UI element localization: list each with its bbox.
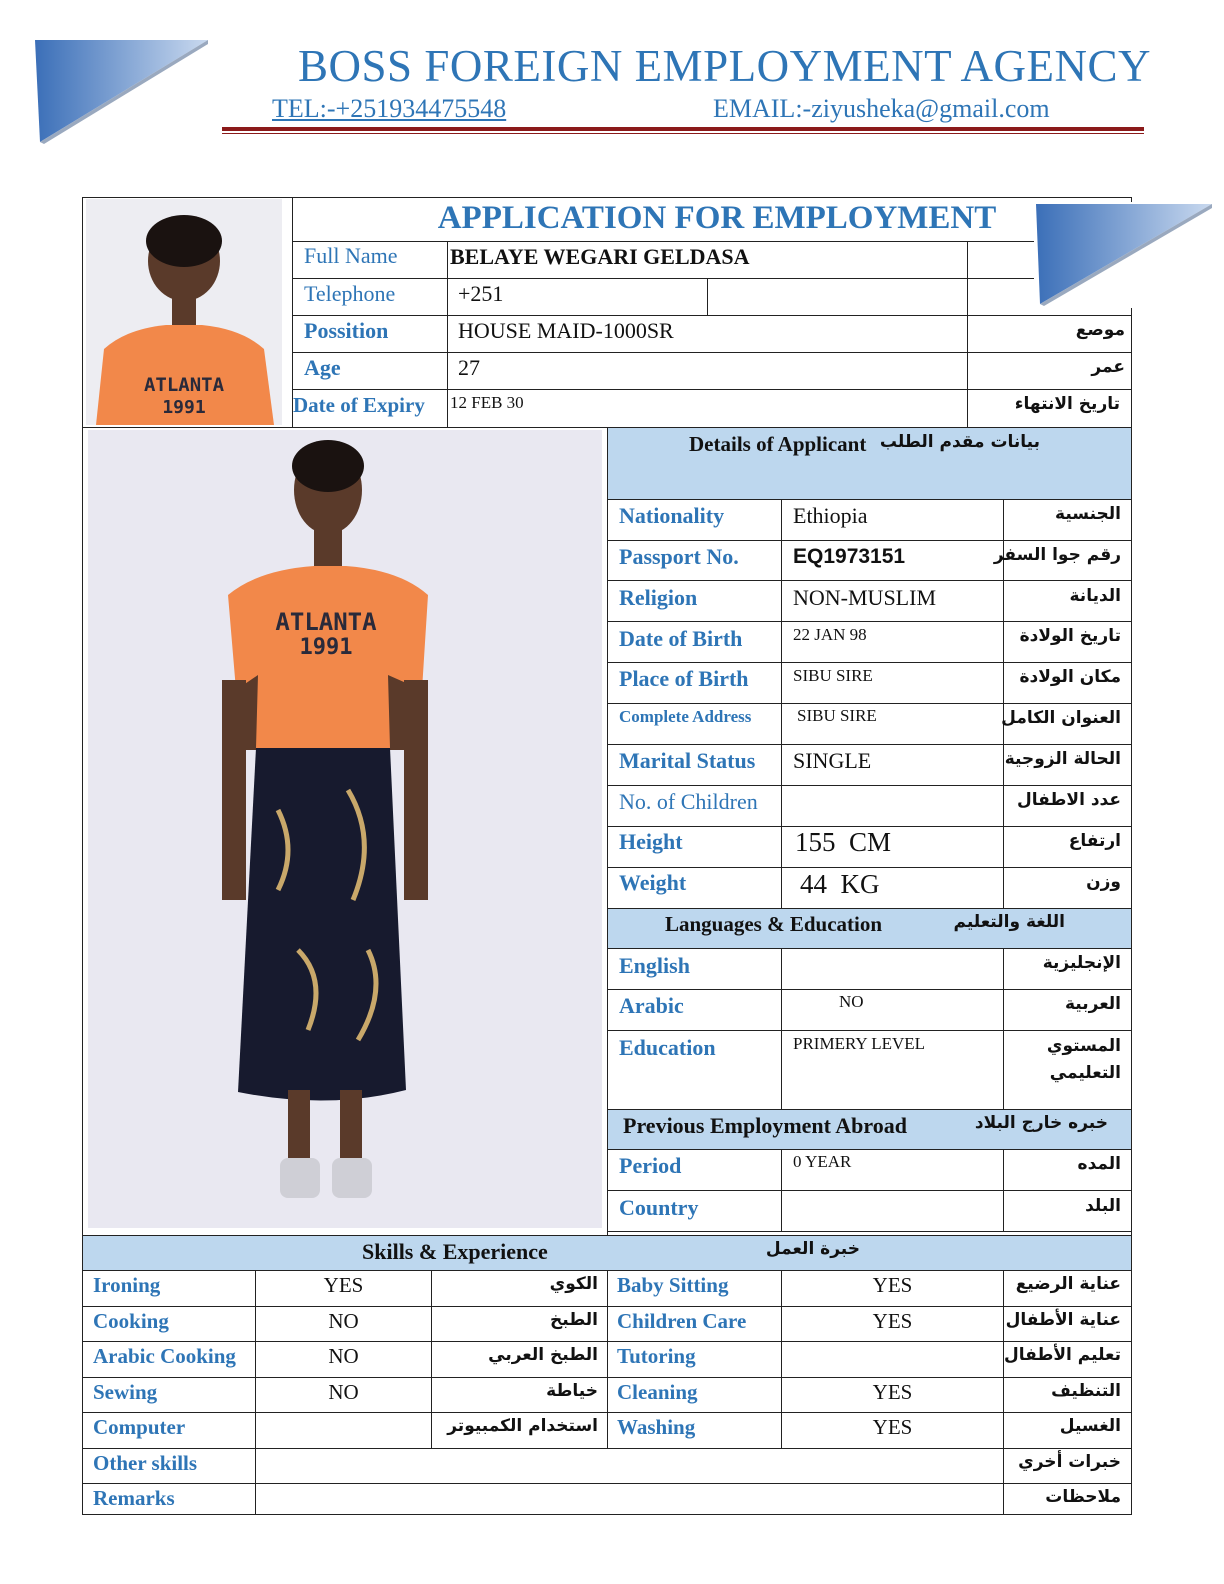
telephone-link[interactable]: TEL:-+251934475548 — [272, 94, 507, 123]
header-divider — [222, 127, 1144, 131]
svg-text:ATLANTA: ATLANTA — [275, 608, 377, 636]
label-marital-status: Marital Status — [619, 748, 756, 773]
label-age: Age — [304, 355, 341, 380]
svg-text:1991: 1991 — [299, 635, 353, 660]
skill-label-children-care: Children Care — [617, 1309, 747, 1333]
arabic-age: عمر — [1091, 357, 1125, 377]
value-age: 27 — [458, 355, 480, 380]
value-full-name: BELAYE WEGARI GELDASA — [450, 244, 750, 269]
full-body-photo — [88, 430, 602, 1228]
label-weight: Weight — [619, 870, 687, 895]
arabic-english: الإنجليزية — [1042, 953, 1121, 973]
skill-value-cleaning: YES — [872, 1380, 913, 1404]
skill-value-baby-sitting: YES — [872, 1273, 913, 1297]
skill-arabic-ironing: الكوي — [549, 1274, 598, 1294]
skill-label-sewing: Sewing — [93, 1380, 158, 1404]
skill-label-cooking: Cooking — [93, 1309, 169, 1333]
label-country: Country — [619, 1195, 699, 1220]
arabic-no-of-children: عدد الاطفال — [1017, 790, 1121, 810]
arabic-religion: الديانة — [1069, 586, 1121, 606]
skill-label-arabic-cooking: Arabic Cooking — [93, 1344, 236, 1368]
skill-label-tutoring: Tutoring — [617, 1344, 696, 1368]
value-telephone: +251 — [458, 281, 504, 306]
corner-logo-right — [1034, 202, 1214, 308]
arabic-date-of-expiry: تاريخ الانتهاء — [1014, 394, 1120, 414]
label-place-of-birth: Place of Birth — [619, 666, 749, 691]
value-passport-no: EQ1973151 — [793, 545, 906, 568]
skill-arabic-cleaning: التنظيف — [1051, 1381, 1121, 1401]
value-weight: 44 KG — [800, 869, 880, 899]
label-no-of-children: No. of Children — [619, 789, 758, 814]
skill-arabic-cooking: الطبخ — [550, 1310, 598, 1330]
skill-value-ironing: YES — [323, 1273, 364, 1297]
value-height: 155 CM — [795, 827, 892, 857]
details-heading-band — [608, 428, 1131, 499]
skill-label-ironing: Ironing — [93, 1273, 161, 1297]
passport-photo — [86, 199, 282, 425]
label-nationality: Nationality — [619, 503, 725, 528]
label-position: Possition — [304, 318, 389, 343]
skill-label-computer: Computer — [93, 1415, 186, 1439]
label-full-name: Full Name — [304, 243, 398, 268]
remarks-label: Remarks — [93, 1486, 175, 1510]
form-title: APPLICATION FOR EMPLOYMENT — [437, 200, 997, 236]
corner-logo — [30, 38, 210, 148]
arabic-education-line2: التعليمي — [1049, 1063, 1121, 1083]
value-nationality: Ethiopia — [793, 503, 868, 528]
svg-text:1991: 1991 — [162, 397, 206, 418]
agency-name: BOSS FOREIGN EMPLOYMENT AGENCY — [298, 41, 1152, 91]
details-heading: Details of Applicant — [689, 432, 867, 456]
label-english: English — [619, 953, 690, 978]
arabic-country: البلد — [1085, 1196, 1121, 1216]
skill-arabic-tutoring: تعليم الأطفال — [1004, 1345, 1121, 1365]
label-education: Education — [619, 1035, 716, 1060]
arabic-position: موصع — [1075, 320, 1125, 340]
value-period: 0 YEAR — [793, 1152, 852, 1171]
arabic-weight: وزن — [1086, 872, 1121, 892]
skills-heading-band — [83, 1236, 1131, 1270]
arabic-marital-status: الحالة الزوجية — [1004, 749, 1121, 769]
previous-heading-arabic: خبره خارج البلاد — [974, 1113, 1108, 1133]
skill-arabic-children-care: عناية الأطفال — [1005, 1310, 1121, 1330]
skills-heading-arabic: خبرة العمل — [765, 1239, 860, 1259]
label-period: Period — [619, 1153, 682, 1178]
arabic-place-of-birth: مكان الولادة — [1019, 667, 1121, 687]
arabic-height: ارتفاع — [1068, 831, 1121, 851]
value-place-of-birth: SIBU SIRE — [793, 666, 873, 685]
skill-arabic-arabic-cooking: الطبخ العربي — [488, 1345, 598, 1365]
other-skills-arabic: خبرات أخري — [1018, 1452, 1121, 1472]
email-text: EMAIL:-ziyusheka@gmail.com — [713, 94, 1050, 123]
arabic-passport-no: رقم جوا السفر — [993, 545, 1121, 565]
languages-heading-arabic: اللغة والتعليم — [953, 912, 1065, 932]
value-arabic: NO — [839, 992, 864, 1011]
arabic-arabic: العربية — [1064, 994, 1121, 1014]
languages-heading: Languages & Education — [665, 912, 883, 936]
skill-label-washing: Washing — [617, 1415, 696, 1439]
label-date-of-expiry: Date of Expiry — [293, 393, 425, 417]
label-passport-no: Passport No. — [619, 544, 739, 569]
value-education: PRIMERY LEVEL — [793, 1034, 926, 1053]
label-religion: Religion — [619, 585, 698, 610]
skill-label-cleaning: Cleaning — [617, 1380, 698, 1404]
value-religion: NON-MUSLIM — [793, 585, 936, 610]
skill-value-washing: YES — [872, 1415, 913, 1439]
previous-heading: Previous Employment Abroad — [623, 1113, 907, 1138]
value-date-of-expiry: 12 FEB 30 — [450, 393, 524, 412]
other-skills-label: Other skills — [93, 1451, 198, 1475]
skill-label-baby-sitting: Baby Sitting — [617, 1273, 729, 1297]
details-heading-arabic: بيانات مقدم الطلب — [879, 432, 1040, 452]
arabic-nationality: الجنسية — [1055, 504, 1121, 524]
skill-arabic-sewing: خياطة — [546, 1381, 598, 1401]
remarks-arabic: ملاحظات — [1045, 1487, 1121, 1507]
value-position: HOUSE MAID-1000SR — [458, 318, 674, 343]
skill-arabic-washing: الغسيل — [1059, 1416, 1121, 1436]
arabic-complete-address: العنوان الكامل — [1001, 708, 1121, 728]
arabic-date-of-birth: تاريخ الولادة — [1019, 626, 1121, 646]
label-height: Height — [619, 829, 683, 854]
header-divider-thin — [222, 133, 1144, 134]
value-date-of-birth: 22 JAN 98 — [793, 625, 867, 644]
skill-value-children-care: YES — [872, 1309, 913, 1333]
svg-text:ATLANTA: ATLANTA — [143, 374, 225, 396]
label-arabic: Arabic — [619, 993, 684, 1018]
arabic-period: المده — [1077, 1154, 1121, 1174]
label-date-of-birth: Date of Birth — [619, 626, 743, 651]
skills-heading: Skills & Experience — [362, 1239, 548, 1264]
skill-arabic-baby-sitting: عناية الرضيع — [1015, 1274, 1121, 1294]
value-marital-status: SINGLE — [793, 748, 872, 773]
skill-value-sewing: NO — [328, 1380, 359, 1404]
label-complete-address: Complete Address — [619, 707, 752, 726]
skill-value-arabic-cooking: NO — [328, 1344, 359, 1368]
value-complete-address: SIBU SIRE — [797, 706, 877, 725]
label-telephone: Telephone — [304, 281, 396, 306]
skill-value-cooking: NO — [328, 1309, 359, 1333]
skill-arabic-computer: استخدام الكمبيوتر — [447, 1416, 598, 1436]
arabic-education: المستوي — [1046, 1036, 1121, 1056]
